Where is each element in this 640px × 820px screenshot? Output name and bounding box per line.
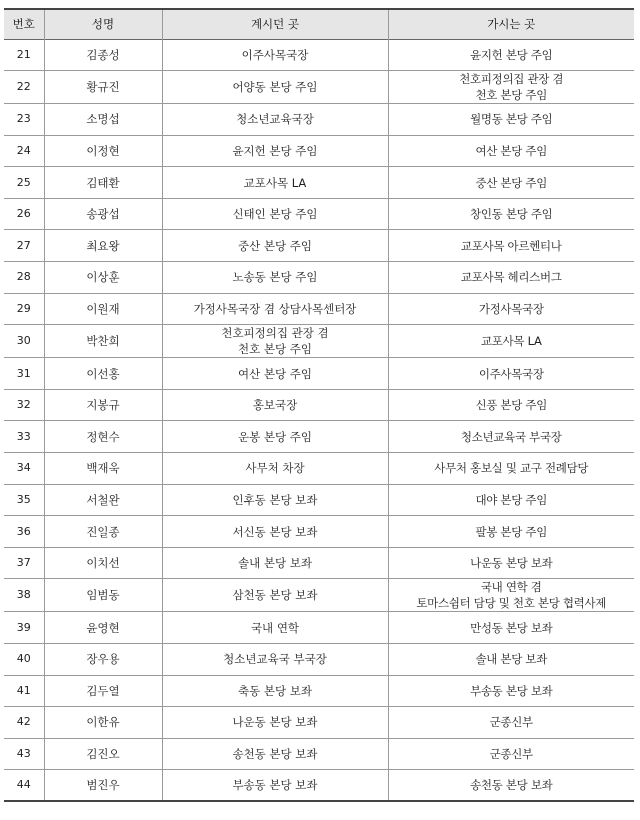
row-name-cell — [44, 612, 162, 644]
row-previous-post: 여산 본당 주임 — [238, 366, 312, 381]
row-previous-post-cell — [162, 516, 388, 548]
table-row — [4, 293, 634, 325]
table-row — [4, 39, 634, 71]
row-name: 이상훈 — [86, 270, 120, 285]
row-number: 32 — [16, 398, 31, 412]
row-new-post-cell — [388, 644, 634, 676]
row-new-post-cell — [388, 358, 634, 390]
row-previous-post: 중산 본당 주임 — [238, 238, 312, 253]
row-new-post: 이주사목국장 — [478, 366, 544, 381]
row-new-post-cell — [388, 198, 634, 230]
row-number: 39 — [16, 620, 31, 634]
row-number: 37 — [16, 556, 31, 570]
row-previous-post-cell — [162, 262, 388, 294]
row-new-post-cell — [388, 675, 634, 707]
row-new-post: 가정사목국장 — [478, 301, 544, 316]
header-previous-post: 계시던 곳 — [162, 9, 388, 39]
row-previous-post: 신태인 본당 주임 — [232, 207, 318, 222]
row-new-post: 군종신부 — [489, 715, 533, 730]
row-name-cell — [44, 738, 162, 770]
row-number: 24 — [16, 143, 31, 157]
row-new-post: 솔내 본당 보좌 — [475, 652, 548, 667]
row-previous-post: 홍보국장 — [252, 398, 298, 413]
table-row — [4, 579, 634, 612]
row-number-cell — [4, 71, 44, 104]
row-name: 진일종 — [86, 524, 120, 539]
row-name: 서철완 — [86, 492, 120, 507]
row-name-cell — [44, 770, 162, 802]
row-number-cell — [4, 135, 44, 167]
row-number-cell — [4, 198, 44, 230]
row-new-post-cell — [388, 484, 634, 516]
row-number: 22 — [16, 80, 31, 94]
row-number: 36 — [16, 524, 31, 538]
row-new-post-cell — [388, 39, 634, 71]
row-name-cell — [44, 293, 162, 325]
row-number-cell — [4, 547, 44, 579]
table-row — [4, 547, 634, 579]
row-new-post-cell — [388, 738, 634, 770]
row-number-cell — [4, 484, 44, 516]
personnel-transfer-table — [4, 8, 634, 802]
row-name-cell — [44, 453, 162, 485]
table-body — [4, 39, 634, 801]
row-number-cell — [4, 738, 44, 770]
row-name-cell — [44, 579, 162, 612]
row-new-post: 천호피정의집 관장 겸 천호 본당 주임 — [459, 72, 564, 103]
row-number: 33 — [16, 429, 31, 443]
row-new-post: 나운동 본당 보좌 — [470, 556, 553, 571]
row-name: 윤영현 — [86, 620, 120, 635]
row-previous-post-cell — [162, 71, 388, 104]
row-name: 이치선 — [86, 556, 120, 571]
row-previous-post: 삼천동 본당 보좌 — [232, 588, 318, 603]
row-name: 소명섭 — [86, 112, 120, 127]
row-new-post-cell — [388, 516, 634, 548]
row-new-post-cell — [388, 293, 634, 325]
row-number: 34 — [16, 461, 31, 475]
row-number: 43 — [16, 747, 31, 761]
row-name: 최요왕 — [86, 238, 120, 253]
row-name-cell — [44, 644, 162, 676]
row-previous-post-cell — [162, 453, 388, 485]
table-row — [4, 453, 634, 485]
row-previous-post: 국내 연학 — [250, 620, 300, 635]
row-number-cell — [4, 453, 44, 485]
row-name: 김진오 — [86, 747, 120, 762]
row-name: 김종성 — [86, 47, 120, 62]
row-new-post: 중산 본당 주임 — [475, 175, 548, 190]
row-name-cell — [44, 198, 162, 230]
row-new-post-cell — [388, 325, 634, 358]
row-name-cell — [44, 516, 162, 548]
row-name: 이선홍 — [86, 366, 120, 381]
table-row — [4, 198, 634, 230]
row-new-post-cell — [388, 579, 634, 612]
row-number-cell — [4, 39, 44, 71]
row-name-cell — [44, 262, 162, 294]
row-previous-post-cell — [162, 547, 388, 579]
row-number: 21 — [16, 47, 31, 61]
row-previous-post: 청소년교육국 부국장 — [223, 652, 327, 667]
row-name: 김두열 — [86, 683, 120, 698]
row-number-cell — [4, 707, 44, 739]
row-name-cell — [44, 135, 162, 167]
row-number: 27 — [16, 238, 31, 252]
row-name-cell — [44, 71, 162, 104]
row-new-post: 사무처 홍보실 및 교구 전례담당 — [434, 461, 589, 476]
header-name: 성명 — [44, 9, 162, 39]
row-previous-post: 부송동 본당 보좌 — [232, 778, 318, 793]
row-name: 송광섭 — [86, 207, 120, 222]
row-number: 38 — [16, 588, 31, 602]
row-name-cell — [44, 421, 162, 453]
table-header — [4, 9, 634, 39]
table-row — [4, 612, 634, 644]
row-number-cell — [4, 325, 44, 358]
row-new-post-cell — [388, 167, 634, 199]
table-row — [4, 644, 634, 676]
row-previous-post: 송천동 본당 보좌 — [232, 747, 318, 762]
row-number: 41 — [16, 683, 31, 697]
row-new-post-cell — [388, 262, 634, 294]
row-number: 29 — [16, 301, 31, 315]
row-new-post: 윤지헌 본당 주임 — [470, 47, 553, 62]
table-row — [4, 262, 634, 294]
row-new-post-cell — [388, 104, 634, 136]
row-new-post: 국내 연학 겸 토마스쉼터 담당 및 천호 본당 협력사제 — [416, 580, 607, 611]
row-name: 범진우 — [86, 778, 120, 793]
row-previous-post-cell — [162, 389, 388, 421]
row-number-cell — [4, 675, 44, 707]
row-previous-post-cell — [162, 612, 388, 644]
row-name-cell — [44, 230, 162, 262]
table-row — [4, 325, 634, 358]
row-previous-post-cell — [162, 484, 388, 516]
row-number-cell — [4, 167, 44, 199]
row-name-cell — [44, 707, 162, 739]
row-previous-post-cell — [162, 325, 388, 358]
row-name: 황규진 — [86, 80, 120, 95]
row-name: 이한유 — [86, 715, 120, 730]
row-new-post: 신풍 본당 주임 — [475, 398, 548, 413]
row-new-post: 청소년교육국 부국장 — [460, 429, 562, 444]
row-name: 임범동 — [86, 588, 120, 603]
row-number: 44 — [16, 778, 31, 792]
row-previous-post-cell — [162, 421, 388, 453]
row-number-cell — [4, 293, 44, 325]
row-previous-post-cell — [162, 104, 388, 136]
row-previous-post-cell — [162, 707, 388, 739]
row-name-cell — [44, 675, 162, 707]
table-row — [4, 71, 634, 104]
table-row — [4, 230, 634, 262]
row-name-cell — [44, 389, 162, 421]
row-previous-post: 천호피정의집 관장 겸 천호 본당 주임 — [221, 326, 329, 357]
row-new-post: 대야 본당 주임 — [475, 492, 548, 507]
row-number-cell — [4, 516, 44, 548]
row-previous-post-cell — [162, 167, 388, 199]
row-name: 이원재 — [86, 301, 120, 316]
row-number-cell — [4, 770, 44, 802]
row-previous-post: 이주사목국장 — [241, 47, 309, 62]
row-name-cell — [44, 484, 162, 516]
row-new-post-cell — [388, 547, 634, 579]
row-number: 23 — [16, 112, 31, 126]
row-new-post: 교포사목 아르헨티나 — [460, 238, 562, 253]
row-new-post: 교포사목 LA — [480, 334, 542, 349]
row-number: 42 — [16, 715, 31, 729]
row-number-cell — [4, 644, 44, 676]
row-number-cell — [4, 389, 44, 421]
header-new-post: 가시는 곳 — [487, 17, 536, 32]
row-number: 30 — [16, 334, 31, 348]
row-name-cell — [44, 39, 162, 71]
row-number: 25 — [16, 175, 31, 189]
row-number: 26 — [16, 207, 31, 221]
row-previous-post-cell — [162, 644, 388, 676]
row-new-post-cell — [388, 770, 634, 802]
row-new-post: 교포사목 헤리스버그 — [460, 270, 562, 285]
row-new-post: 여산 본당 주임 — [475, 143, 548, 158]
row-new-post-cell — [388, 389, 634, 421]
row-previous-post: 인후동 본당 보좌 — [232, 492, 318, 507]
row-previous-post-cell — [162, 579, 388, 612]
row-number: 31 — [16, 366, 31, 380]
row-previous-post: 어양동 본당 주임 — [232, 80, 318, 95]
row-previous-post-cell — [162, 358, 388, 390]
row-previous-post: 가정사목국장 겸 상담사목센터장 — [193, 301, 357, 316]
row-previous-post: 청소년교육국장 — [236, 112, 314, 127]
row-new-post-cell — [388, 71, 634, 104]
table-row — [4, 135, 634, 167]
row-number-cell — [4, 421, 44, 453]
row-new-post: 창인동 본당 주임 — [470, 207, 553, 222]
row-previous-post-cell — [162, 738, 388, 770]
row-name: 백재욱 — [86, 461, 120, 476]
table-row — [4, 516, 634, 548]
table-row — [4, 770, 634, 802]
row-previous-post-cell — [162, 293, 388, 325]
row-new-post: 팔봉 본당 주임 — [475, 524, 548, 539]
table-row — [4, 421, 634, 453]
row-number-cell — [4, 230, 44, 262]
row-new-post-cell — [388, 230, 634, 262]
row-number-cell — [4, 358, 44, 390]
table-row — [4, 738, 634, 770]
row-number-cell — [4, 612, 44, 644]
row-previous-post-cell — [162, 198, 388, 230]
row-new-post: 월명동 본당 주임 — [470, 112, 553, 127]
table-row — [4, 707, 634, 739]
row-new-post-cell — [388, 453, 634, 485]
row-previous-post: 서신동 본당 보좌 — [232, 524, 318, 539]
row-previous-post: 윤지헌 본당 주임 — [232, 143, 318, 158]
row-new-post: 만성동 본당 보좌 — [470, 620, 553, 635]
row-previous-post-cell — [162, 39, 388, 71]
row-name: 이정현 — [86, 143, 120, 158]
row-previous-post-cell — [162, 770, 388, 802]
row-previous-post: 노송동 본당 주임 — [232, 270, 318, 285]
row-previous-post-cell — [162, 135, 388, 167]
row-new-post-cell — [388, 421, 634, 453]
row-name: 박찬희 — [86, 334, 120, 349]
row-previous-post: 사무처 차장 — [245, 461, 305, 476]
row-number: 28 — [16, 270, 31, 284]
row-previous-post: 운봉 본당 주임 — [238, 429, 312, 444]
row-number: 40 — [16, 652, 31, 666]
row-new-post: 부송동 본당 보좌 — [470, 683, 553, 698]
row-name: 정현수 — [86, 429, 120, 444]
row-name: 지봉규 — [86, 398, 120, 413]
row-new-post-cell — [388, 707, 634, 739]
row-name-cell — [44, 547, 162, 579]
row-previous-post: 교포사목 LA — [243, 175, 307, 190]
row-previous-post: 축동 본당 보좌 — [238, 683, 312, 698]
table-row — [4, 104, 634, 136]
row-number: 35 — [16, 492, 31, 506]
row-previous-post: 나운동 본당 보좌 — [232, 715, 318, 730]
header-number: 번호 — [4, 9, 44, 39]
row-name: 김태환 — [86, 175, 120, 190]
row-previous-post: 솔내 본당 보좌 — [238, 556, 312, 571]
row-number-cell — [4, 104, 44, 136]
row-number-cell — [4, 262, 44, 294]
header-row — [4, 9, 634, 39]
row-name-cell — [44, 325, 162, 358]
row-new-post: 군종신부 — [489, 747, 533, 762]
row-number-cell — [4, 579, 44, 612]
row-previous-post-cell — [162, 675, 388, 707]
table-row — [4, 389, 634, 421]
row-previous-post-cell — [162, 230, 388, 262]
row-new-post-cell — [388, 612, 634, 644]
row-name-cell — [44, 104, 162, 136]
table-row — [4, 358, 634, 390]
table-row — [4, 167, 634, 199]
table-row — [4, 484, 634, 516]
row-name-cell — [44, 167, 162, 199]
table-row — [4, 675, 634, 707]
row-new-post: 송천동 본당 보좌 — [470, 778, 553, 793]
row-name: 장우용 — [86, 652, 120, 667]
row-name-cell — [44, 358, 162, 390]
row-new-post-cell — [388, 135, 634, 167]
